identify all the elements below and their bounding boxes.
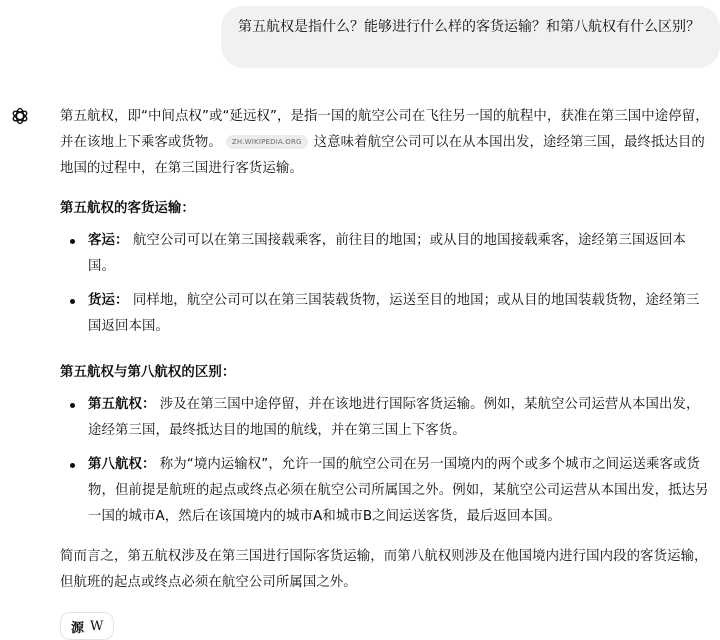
list-item xyxy=(60,392,712,444)
summary-paragraph: 简而言之，第五航权涉及在第三国进行国际客货运输，而第八航权则涉及在他国境内进行国内段的客货运输，但航班的起点或终点必须在航空公司所属国之外。 xyxy=(60,549,708,590)
section-heading-difference: 第五航权与第八航权的区别： xyxy=(60,365,236,380)
wikipedia-icon: W xyxy=(90,618,104,634)
sources-button[interactable] xyxy=(60,612,114,640)
list-item-text: 航空公司可以在第三国接载乘客，前往目的地国；或从目的地国接载乘客，途经第三国返回本国。 xyxy=(88,233,686,274)
list-item xyxy=(60,228,712,280)
intro-paragraph xyxy=(60,104,712,182)
section-heading-fifth-freedom-transport: 第五航权的客货运输： xyxy=(60,201,195,216)
list-item-term: 第八航权： xyxy=(88,457,156,472)
list-item-term: 客运： xyxy=(88,233,129,248)
openai-logo-icon xyxy=(10,106,30,126)
list-item xyxy=(60,452,712,530)
list-item-term: 第五航权： xyxy=(88,397,156,412)
list-item-text: 同样地，航空公司可以在第三国装载货物，运送至目的地国；或从目的地国装载货物，途经第三国返回本国。 xyxy=(88,293,700,334)
intro-text-part1: 第五航权，即“中间点权”或“延远权”，是指一国的航空公司在飞往另一国的航程中，获准在第三国中途停留，并在该地上下乘客或货物。 xyxy=(60,109,709,150)
list-item-term: 货运： xyxy=(88,293,129,308)
user-message-text: 第五航权是指什么？能够进行什么样的客货运输？和第八航权有什么区别？ xyxy=(238,19,700,35)
list-item-text: 涉及在第三国中途停留，并在该地进行国际客货运输。例如，某航空公司运营从本国出发，途经第三国，最终抵达目的地国的航线，并在第三国上下客货。 xyxy=(88,397,700,438)
list-item-text: 称为“境内运输权”，允许一国的航空公司在另一国境内的两个或多个城市之间运送乘客或货物，但前提是航班的起点或终点必须在航空公司所属国之外。例如，某航空公司运营从本国出发，抵达另一国的城市A，然后在该国境内的城市A和城市B之间运送客货，最后返回本国。 xyxy=(88,457,709,524)
sources-button-label: 源 xyxy=(71,620,85,636)
fifth-freedom-transport-list xyxy=(60,228,712,340)
list-item xyxy=(60,288,712,340)
source-chip-link[interactable]: ZH.WIKIPEDIA.ORG xyxy=(226,135,308,149)
difference-list xyxy=(60,392,712,530)
assistant-answer xyxy=(60,104,712,596)
intro-text-part2: 这意味着航空公司可以在从本国出发，途经第三国，最终抵达目的地国的过程中，在第三国进行客货运输。 xyxy=(60,135,705,176)
user-message-bubble xyxy=(221,6,720,68)
